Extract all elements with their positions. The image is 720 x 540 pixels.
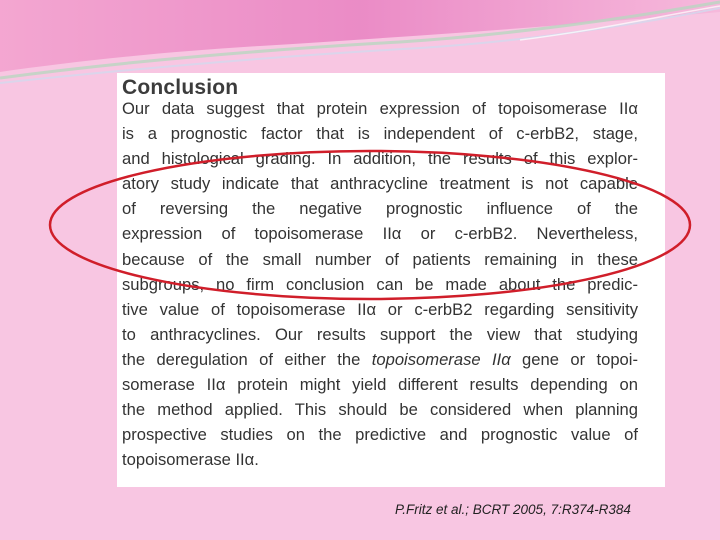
text-line — [122, 171, 638, 196]
conclusion-heading: Conclusion — [122, 76, 239, 99]
text-segment: tive value of topoisomerase IIα or c-erbB2 regarding sensitivity — [122, 299, 638, 319]
text-segment: somerase IIα protein might yield different results depending on — [122, 375, 638, 395]
text-line — [122, 297, 638, 322]
text-segment: gene or topoi- — [510, 349, 639, 369]
text-line — [122, 372, 638, 397]
citation: P.Fritz et al.; BCRT 2005, 7:R374-R384 — [395, 502, 631, 517]
text-line — [122, 322, 638, 347]
text-line — [122, 247, 638, 272]
text-segment: the method applied. This should be considered when planning — [122, 400, 638, 420]
text-line — [122, 422, 638, 447]
text-segment: atory study indicate that anthracycline treatment is not capable — [122, 174, 638, 194]
text-segment: to anthracyclines. Our results support the view that studying — [122, 324, 638, 344]
text-line — [122, 347, 638, 372]
conclusion-text — [122, 96, 638, 472]
text-segment: the deregulation of either the — [122, 349, 372, 369]
text-line — [122, 96, 638, 121]
text-segment: subgroups, no firm conclusion can be made about the predic- — [122, 274, 638, 294]
text-segment: expression of topoisomerase IIα or c-erbB2. Nevertheless, — [122, 224, 638, 244]
text-segment: of reversing the negative prognostic influence of the — [122, 199, 638, 219]
text-segment: prospective studies on the predictive and prognostic value of — [122, 425, 638, 445]
italic-gene-name: topoisomerase IIα — [371, 349, 511, 369]
text-segment: because of the small number of patients remaining in these — [122, 249, 638, 269]
text-line — [122, 272, 638, 297]
text-line — [122, 146, 638, 171]
text-segment: is a prognostic factor that is independent of c-erbB2, stage, — [122, 124, 638, 144]
text-segment: topoisomerase IIα. — [122, 450, 259, 470]
text-segment: Our data suggest that protein expression of topoisomerase IIα — [122, 99, 638, 118]
excerpt-panel — [117, 73, 665, 487]
text-line — [122, 447, 638, 472]
text-line — [122, 397, 638, 422]
text-segment: and histological grading. In addition, the results of this explor- — [122, 149, 638, 169]
text-line — [122, 221, 638, 246]
text-line — [122, 196, 638, 221]
text-line — [122, 121, 638, 146]
